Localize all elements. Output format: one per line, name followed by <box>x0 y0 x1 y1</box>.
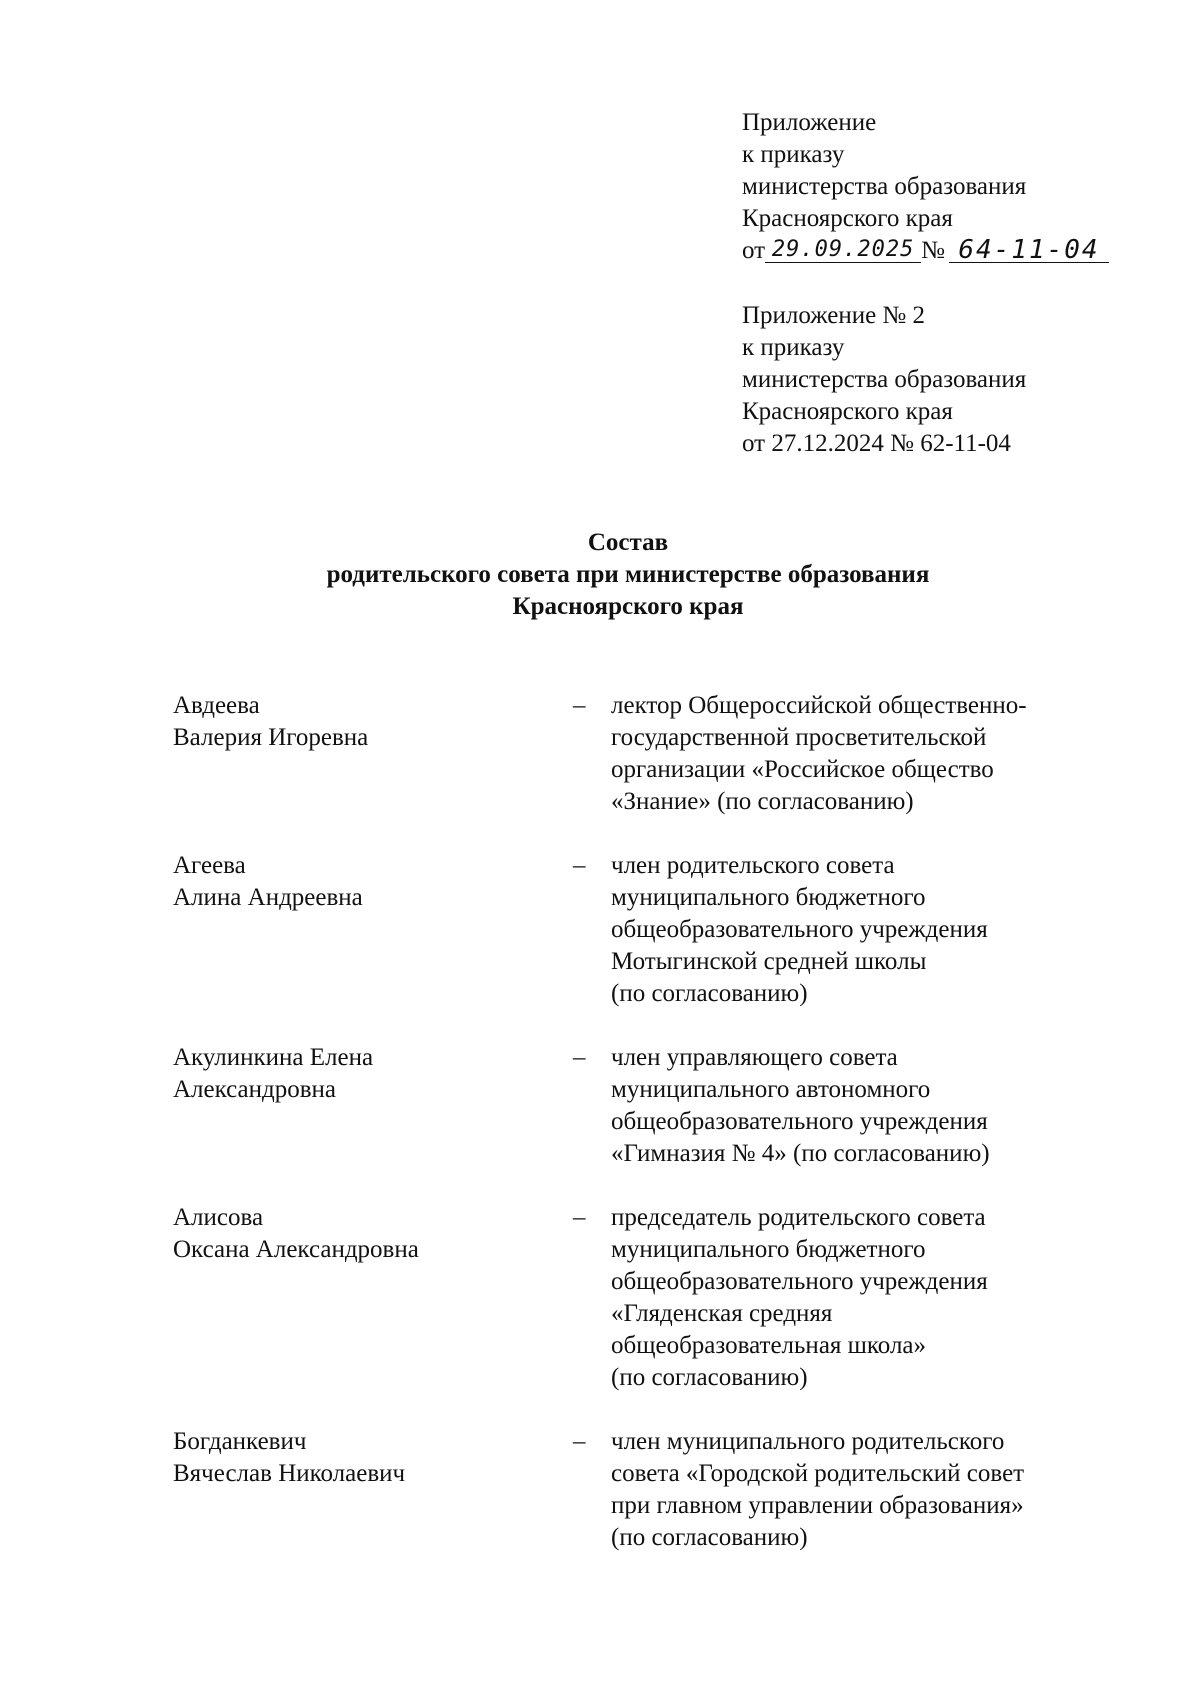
name-line: Авдеева <box>173 692 260 719</box>
role-line: член родительского совета <box>611 852 895 879</box>
member-dash: – <box>573 852 586 879</box>
role-line: общеобразовательного учреждения <box>611 1108 988 1135</box>
title-line: Состав <box>587 529 669 556</box>
role-line: член управляющего совета <box>611 1044 898 1071</box>
role-line: «Знание» (по согласованию) <box>611 788 914 815</box>
role-line: член муниципального родительского <box>611 1428 1005 1455</box>
member-entry <box>173 1202 1093 1394</box>
appendix-line: к приказу <box>742 334 845 361</box>
role-line: общеобразовательного учреждения <box>611 916 988 943</box>
handwritten-date: 29.09.2025 <box>765 238 921 263</box>
member-dash: – <box>573 1204 586 1231</box>
role-line: совета «Городской родительский совет <box>611 1460 1025 1487</box>
appendix-line: Приложение <box>742 109 877 136</box>
name-line: Оксана Александровна <box>173 1236 419 1263</box>
member-name <box>173 850 573 914</box>
member-dash: – <box>573 1044 586 1071</box>
member-role <box>611 690 1091 818</box>
appendix-line: Красноярского края <box>742 205 953 232</box>
name-line: Агеева <box>173 852 246 879</box>
role-line: общеобразовательная школа» <box>611 1332 927 1359</box>
appendix-line: министерства образования <box>742 173 1027 200</box>
role-line: при главном управлении образования» <box>611 1492 1024 1519</box>
member-entry <box>173 850 1093 1010</box>
role-line: муниципального бюджетного <box>611 1236 926 1263</box>
appendix-line: Красноярского края <box>742 398 953 425</box>
member-entry <box>173 690 1093 818</box>
name-line: Алисова <box>173 1204 264 1231</box>
appendix-line: Приложение № 2 <box>742 302 926 329</box>
name-line: Валерия Игоревна <box>173 724 369 751</box>
name-line: Алина Андреевна <box>173 884 363 911</box>
role-line: государственной просветительской <box>611 724 987 751</box>
role-line: муниципального автономного <box>611 1076 931 1103</box>
member-role <box>611 1202 1091 1394</box>
member-role <box>611 1426 1091 1554</box>
name-line: Александровна <box>173 1076 337 1103</box>
members-list <box>173 690 1093 1586</box>
document-title <box>0 527 1200 623</box>
handwritten-number: 64-11-04 <box>949 238 1109 263</box>
member-entry <box>173 1042 1093 1170</box>
appendix-original-order <box>742 300 1162 460</box>
role-line: «Гляденская средняя <box>611 1300 833 1327</box>
member-dash: – <box>573 692 586 719</box>
role-line: (по согласованию) <box>611 1364 808 1391</box>
role-line: организации «Российское общество <box>611 756 994 783</box>
role-line: «Гимназия № 4» (по согласованию) <box>611 1140 990 1167</box>
appendix-line: к приказу <box>742 141 845 168</box>
member-name <box>173 690 573 754</box>
role-line: (по согласованию) <box>611 980 808 1007</box>
appendix-line: министерства образования <box>742 366 1027 393</box>
role-line: лектор Общероссийской общественно- <box>611 692 1027 719</box>
from-label: от <box>742 237 766 264</box>
name-line: Богданкевич <box>173 1428 307 1455</box>
title-line: Красноярского края <box>512 593 744 620</box>
member-name <box>173 1042 573 1106</box>
role-line: председатель родительского совета <box>611 1204 986 1231</box>
role-line: (по согласованию) <box>611 1524 808 1551</box>
name-line: Вячеслав Николаевич <box>173 1460 406 1487</box>
member-role <box>611 850 1091 1010</box>
role-line: общеобразовательного учреждения <box>611 1268 988 1295</box>
member-name <box>173 1202 573 1266</box>
name-line: Акулинкина Елена <box>173 1044 374 1071</box>
member-entry <box>173 1426 1093 1554</box>
member-dash: – <box>573 1428 586 1455</box>
role-line: муниципального бюджетного <box>611 884 926 911</box>
order-reference-line <box>742 235 1162 267</box>
number-label: № <box>921 237 945 264</box>
appendix-current-order <box>742 107 1162 267</box>
member-name <box>173 1426 573 1490</box>
title-line: родительского совета при министерстве образования <box>326 561 930 588</box>
role-line: Мотыгинской средней школы <box>611 948 927 975</box>
appendix-line: от 27.12.2024 № 62-11-04 <box>742 430 1011 457</box>
member-role <box>611 1042 1091 1170</box>
